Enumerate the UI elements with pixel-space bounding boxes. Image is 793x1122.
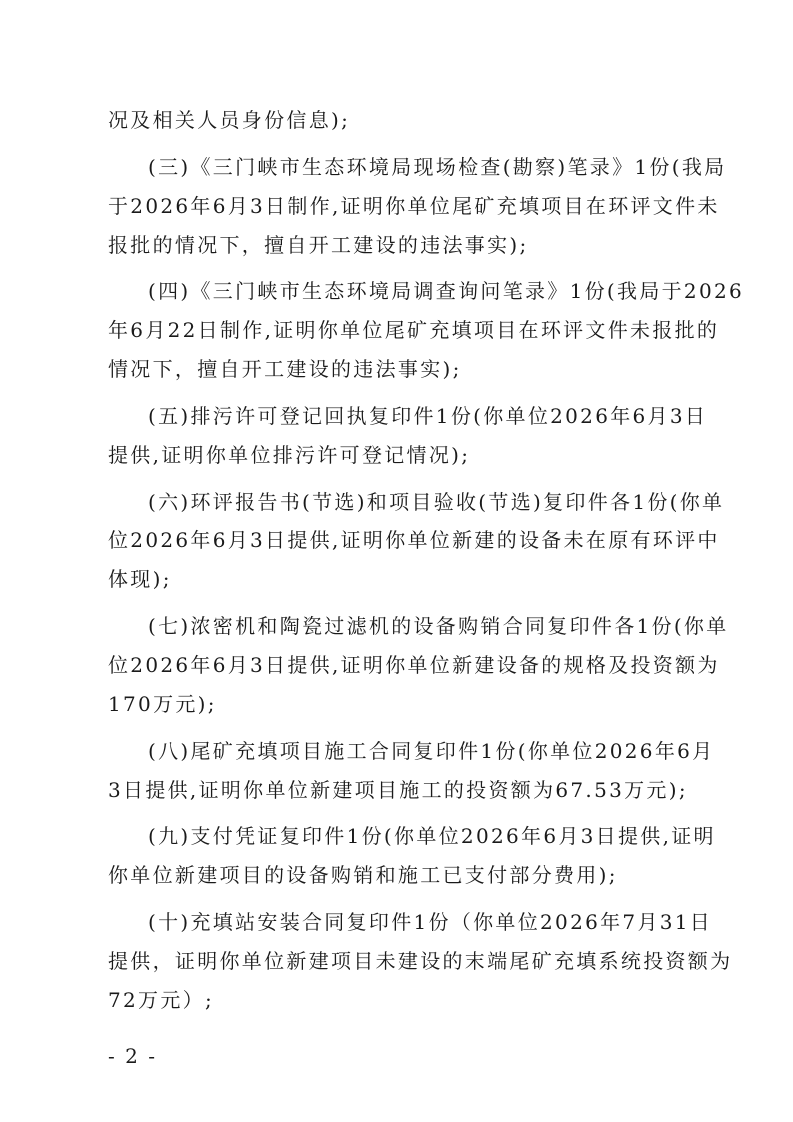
text-line: (三)《三门峡市生态环境局现场检查(勘察)笔录》1份(我局	[148, 155, 727, 179]
text-line: 提供,证明你单位排污许可登记情况);	[108, 443, 471, 467]
text-line: (五)排污许可登记回执复印件1份(你单位2026年6月3日	[148, 404, 708, 428]
text-line: 你单位新建项目的设备购销和施工已支付部分费用);	[108, 863, 618, 887]
text-line: (六)环评报告书(节选)和项目验收(节选)复印件各1份(你单	[148, 490, 725, 514]
text-line: 报批的情况下，擅自开工建设的违法事实);	[108, 233, 529, 257]
text-line: 情况下，擅自开工建设的违法事实);	[108, 357, 462, 381]
text-line: (四)《三门峡市生态环境局调查询问笔录》1份(我局于2026	[148, 279, 745, 303]
page-number: - 2 -	[108, 1044, 157, 1068]
text-line: 72万元）;	[108, 988, 214, 1012]
text-line: (九)支付凭证复印件1份(你单位2026年6月3日提供,证明	[148, 824, 716, 848]
text-line: 于2026年6月3日制作,证明你单位尾矿充填项目在环评文件未	[108, 194, 720, 218]
text-line: 位2026年6月3日提供,证明你单位新建设备的规格及投资额为	[108, 653, 720, 677]
text-line: 位2026年6月3日提供,证明你单位新建的设备未在原有环评中	[108, 528, 720, 552]
text-line: 体现);	[108, 567, 172, 591]
text-line: (七)浓密机和陶瓷过滤机的设备购销合同复印件各1份(你单	[148, 614, 729, 638]
text-line: 况及相关人员身份信息);	[108, 108, 351, 132]
text-line: (十)充填站安装合同复印件1份（你单位2026年7月31日	[148, 910, 713, 934]
text-line: 170万元);	[108, 692, 217, 716]
text-line: 提供，证明你单位新建项目未建设的末端尾矿充填系统投资额为	[108, 949, 733, 973]
text-line: 年6月22日制作,证明你单位尾矿充填项目在环评文件未报批的	[108, 318, 720, 342]
text-line: (八)尾矿充填项目施工合同复印件1份(你单位2026年6月	[148, 739, 715, 763]
text-line: 3日提供,证明你单位新建项目施工的投资额为67.53万元);	[108, 778, 688, 802]
